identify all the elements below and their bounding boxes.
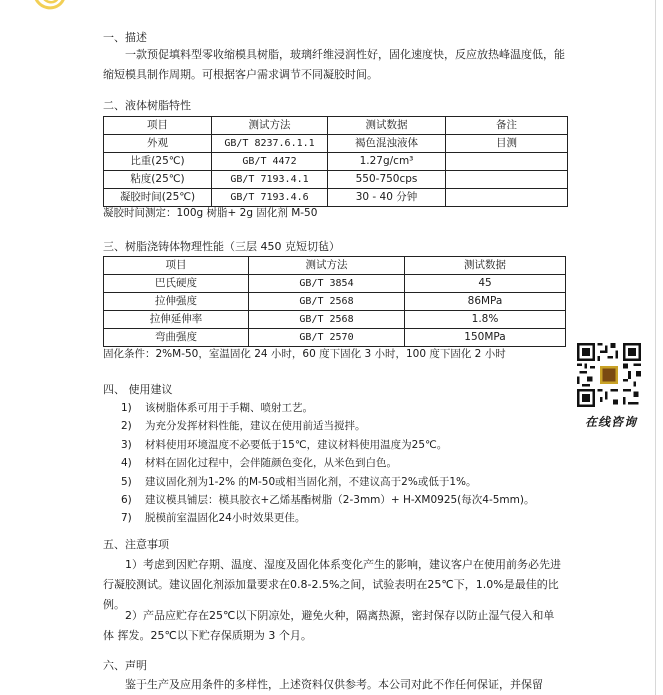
table-row xyxy=(104,171,568,189)
table-cell: GB/T 2568 xyxy=(249,293,405,311)
list-item-text: 为充分发挥材料性能，建议在使用前适当搅拌。 xyxy=(145,420,366,433)
table-cell xyxy=(446,171,568,189)
section5-paragraph-2: 2）产品应贮存在25℃以下阴凉处，避免火种，隔离热源，密封保存以防止湿气侵入和单体 挥发。25℃以下贮存保质期为 3 个月。 xyxy=(103,609,555,642)
list-item xyxy=(121,399,534,417)
section4-heading: 四、 使用建议 xyxy=(103,383,173,396)
table-row xyxy=(104,293,566,311)
section1-heading: 一、描述 xyxy=(103,31,147,44)
table-cell: GB/T 4472 xyxy=(212,153,328,171)
section5-heading: 五、注意事项 xyxy=(103,538,169,551)
list-item xyxy=(121,509,534,527)
cure-condition-note: 固化条件：2%M-50，室温固化 24 小时，60 度下固化 3 小时，100 度下固化 2 小时 xyxy=(103,348,506,360)
table-header: 测试数据 xyxy=(328,117,446,135)
section6-body: 鉴于生产及应用条件的多样性，上述资料仅供参考。本公司对此不作任何保证，并保留 xyxy=(125,678,543,691)
table-cell: 86MPa xyxy=(405,293,566,311)
table-cell xyxy=(446,189,568,207)
cast-properties-table xyxy=(103,256,566,347)
table-row xyxy=(104,329,566,347)
list-item-number: 6) xyxy=(121,493,132,506)
table-cell: GB/T 8237.6.1.1 xyxy=(212,135,328,153)
liquid-resin-table xyxy=(103,116,568,207)
table-header: 测试方法 xyxy=(249,257,405,275)
list-item-number: 5) xyxy=(121,475,132,488)
table-header: 备注 xyxy=(446,117,568,135)
list-item-text: 建议模具铺层：模具胶衣+乙烯基酯树脂（2-3mm）+ H-XM0925(每次4-5mm)。 xyxy=(145,493,535,506)
list-item xyxy=(121,454,534,472)
table-header: 项目 xyxy=(104,257,249,275)
section1-body: 一款预促填料型零收缩模具树脂，玻璃纤维浸润性好，固化速度快，反应放热峰温度低，能缩短模具制作周期。可根据客户需求调节不同凝胶时间。 xyxy=(103,48,565,81)
table-cell: 外观 xyxy=(104,135,212,153)
table-cell: 拉伸强度 xyxy=(104,293,249,311)
qr-caption: 在线咨询 xyxy=(584,415,637,429)
list-item-number: 3) xyxy=(121,438,132,451)
table-cell: 150MPa xyxy=(405,329,566,347)
table-cell: GB/T 2570 xyxy=(249,329,405,347)
table-cell: GB/T 3854 xyxy=(249,275,405,293)
table-header: 测试数据 xyxy=(405,257,566,275)
section6-heading: 六、声明 xyxy=(103,659,147,672)
list-item-text: 材料在固化过程中，会伴随颜色变化，从米色到白色。 xyxy=(145,457,397,470)
table-cell: 45 xyxy=(405,275,566,293)
logo-icon xyxy=(30,0,74,18)
table-cell: GB/T 7193.4.1 xyxy=(212,171,328,189)
table-cell: 30 - 40 分钟 xyxy=(328,189,446,207)
table-cell: 褐色混浊液体 xyxy=(328,135,446,153)
list-item xyxy=(121,436,534,454)
table-cell: 巴氏硬度 xyxy=(104,275,249,293)
table-cell: 1.27g/cm³ xyxy=(328,153,446,171)
list-item-number: 7) xyxy=(121,512,132,525)
qr-code-icon xyxy=(577,343,641,407)
list-item-number: 1) xyxy=(121,402,132,414)
table-row xyxy=(104,275,566,293)
section3-heading: 三、树脂浇铸体物理性能（三层 450 克短切毡） xyxy=(103,240,340,253)
table-row xyxy=(104,311,566,329)
table-cell: 比重(25℃) xyxy=(104,153,212,171)
table-header: 测试方法 xyxy=(212,117,328,135)
table-row xyxy=(104,189,568,207)
table-cell: 拉伸延伸率 xyxy=(104,311,249,329)
table-header-row xyxy=(104,257,566,275)
table-cell: 粘度(25℃) xyxy=(104,171,212,189)
table-cell: 目测 xyxy=(446,135,568,153)
table-cell xyxy=(446,153,568,171)
list-item-text: 该树脂体系可用于手糊、喷射工艺。 xyxy=(145,402,313,414)
table-header-row xyxy=(104,117,568,135)
table-cell: 弯曲强度 xyxy=(104,329,249,347)
table-cell: 1.8% xyxy=(405,311,566,329)
list-item-text: 材料使用环境温度不必要低于15℃，建议材料使用温度为25℃。 xyxy=(145,438,448,451)
section5-paragraph-1: 1）考虑到因贮存期、温度、湿度及固化体系变化产生的影响，建议客户在使用前务必先进行凝胶测试。建议固化剂添加量要求在0.8-2.5%之间，试验表明在25℃下，1.0%是最佳的比例。 xyxy=(103,558,561,611)
section2-heading: 二、液体树脂特性 xyxy=(103,99,191,112)
table-cell: GB/T 2568 xyxy=(249,311,405,329)
list-item xyxy=(121,417,534,435)
list-item-number: 4) xyxy=(121,457,132,470)
table-header: 项目 xyxy=(104,117,212,135)
list-item xyxy=(121,473,534,491)
page-edge-rule xyxy=(655,0,656,695)
list-item-text: 脱模前室温固化24小时效果更佳。 xyxy=(145,512,306,525)
table-cell: GB/T 7193.4.6 xyxy=(212,189,328,207)
table-row xyxy=(104,153,568,171)
table-cell: 550-750cps xyxy=(328,171,446,189)
table-row xyxy=(104,135,568,153)
list-item-number: 2) xyxy=(121,420,132,433)
list-item xyxy=(121,491,534,509)
list-item-text: 建议固化剂为1-2% 的M-50或相当固化剂，不建议高于2%或低于1%。 xyxy=(145,475,477,488)
recommendation-list xyxy=(121,399,534,528)
gel-time-note: 凝胶时间测定：100g 树脂+ 2g 固化剂 M-50 xyxy=(103,207,318,219)
table-cell: 凝胶时间(25℃) xyxy=(104,189,212,207)
